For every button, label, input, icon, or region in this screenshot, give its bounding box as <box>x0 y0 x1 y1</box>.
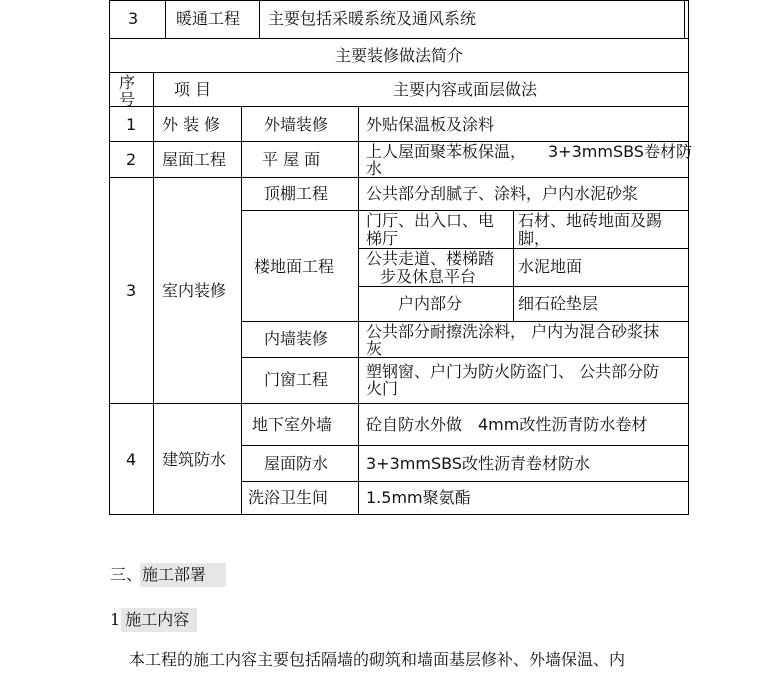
r3-number: 3 <box>126 281 137 300</box>
r1-number: 1 <box>126 115 137 134</box>
r4-basement-content-a: 砼自防水外做 <box>366 415 463 434</box>
section-subheading: 1 施工内容 <box>110 610 190 629</box>
r4-bath-sub: 洗浴卫生间 <box>248 488 329 507</box>
r4-roof-sub: 屋面防水 <box>264 454 329 473</box>
r2-content-a: 上人屋面聚苯板保温， <box>366 142 527 161</box>
row0-number: 3 <box>128 9 139 28</box>
r4-item: 建筑防水 <box>162 450 227 469</box>
r3-floor-c-area: 户内部分 <box>398 294 463 313</box>
r4-roof-content: 3+3mmSBS改性沥青卷材防水 <box>366 454 590 473</box>
r1-content: 外贴保温板及涂料 <box>366 115 495 134</box>
row0-content: 主要包括采暖系统及通风系统 <box>268 9 477 28</box>
r4-basement-content-b: 4mm改性沥青防水卷材 <box>478 415 648 434</box>
r3-door-line2: 火门 <box>366 379 399 398</box>
r4-number: 4 <box>126 450 137 469</box>
r3-item: 室内装修 <box>162 281 227 300</box>
header-item: 项 目 <box>174 80 212 99</box>
r2-number: 2 <box>126 150 137 169</box>
r3-floor-a-mat-2: 脚， <box>518 229 551 248</box>
r3-door-sub: 门窗工程 <box>264 370 329 389</box>
section-paragraph: 本工程的施工内容主要包括隔墙的砌筑和墙面基层修补、外墙保温、内 <box>129 650 626 669</box>
r3-ceiling-sub: 顶棚工程 <box>264 184 329 203</box>
r3-floor-a-area-1: 门厅、出入口、电 <box>366 211 495 230</box>
r2-item: 屋面工程 <box>162 150 227 169</box>
r3-floor-b-area-2: 步及休息平台 <box>380 267 477 286</box>
r3-wall-sub: 内墙装修 <box>264 329 329 348</box>
table-title: 主要装修做法简介 <box>334 46 463 65</box>
header-content: 主要内容或面层做法 <box>392 80 537 99</box>
header-number: 序号 <box>119 73 136 109</box>
r1-sub: 外墙装修 <box>264 115 329 134</box>
r3-floor-b-area-1: 公共走道、楼梯踏 <box>366 249 495 268</box>
r3-floor-a-mat-1: 石材、地砖地面及踢 <box>518 211 663 230</box>
r4-bath-content: 1.5mm聚氨酯 <box>366 488 471 507</box>
r3-floor-sub: 楼地面工程 <box>254 257 335 276</box>
r3-ceiling-content: 公共部分刮腻子、涂料，户内水泥砂浆 <box>366 184 639 203</box>
r3-wall-line2: 灰 <box>366 339 383 358</box>
r1-item: 外 装 修 <box>162 115 221 134</box>
r3-door-line1: 塑钢窗、户门为防火防盗门、 公共部分防 <box>366 362 660 381</box>
r2-content-c: 水 <box>366 159 383 178</box>
r3-floor-a-area-2: 梯厅 <box>366 229 399 248</box>
r2-sub: 平 屋 面 <box>262 150 321 169</box>
r3-floor-b-mat: 水泥地面 <box>518 257 583 276</box>
r2-content-b: 3+3mmSBS卷材防 <box>548 142 692 161</box>
r3-wall-line1: 公共部分耐擦洗涂料， 户内为混合砂浆抹 <box>366 322 660 341</box>
r4-basement-sub: 地下室外墙 <box>252 415 333 434</box>
row0-item: 暖通工程 <box>176 9 241 28</box>
r3-floor-c-mat: 细石砼垫层 <box>518 294 599 313</box>
section-heading: 三、施工部署 <box>110 565 207 584</box>
